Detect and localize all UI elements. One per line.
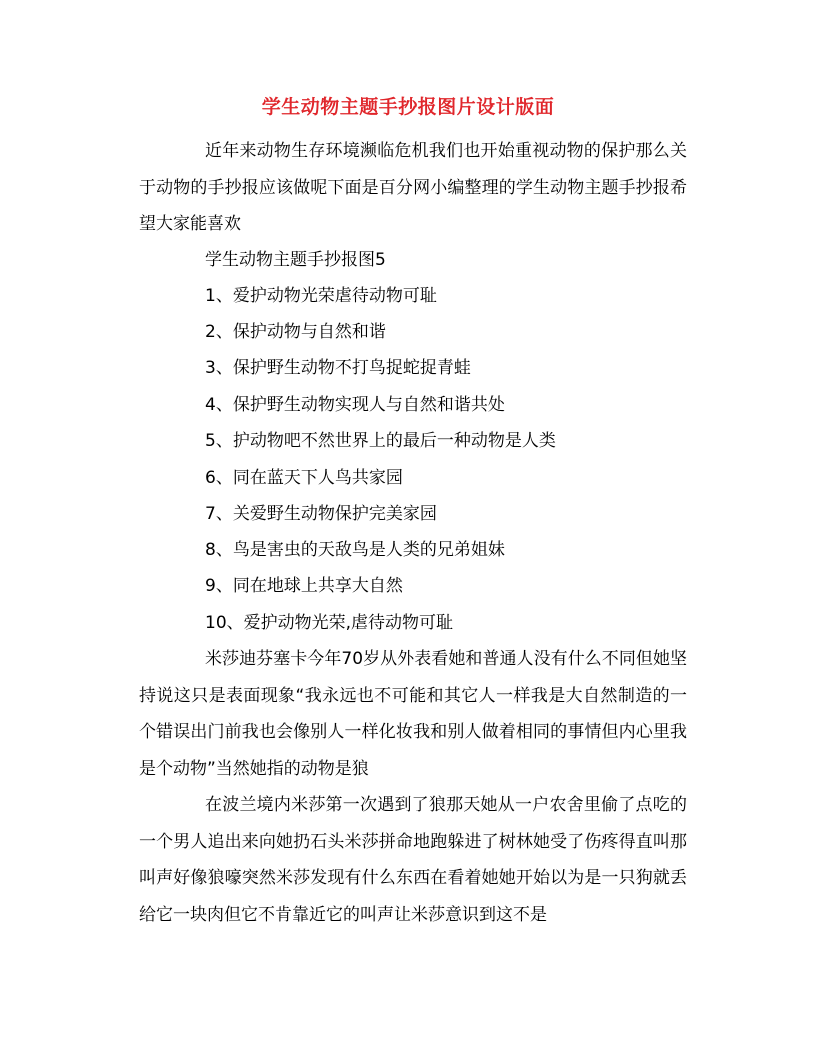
slogan-item-5: 5、护动物吧不然世界上的最后一种动物是人类 (205, 431, 556, 451)
slogan-item-3: 3、保护野生动物不打鸟捉蛇捉青蛙 (205, 358, 471, 378)
body-paragraph-2: 在波兰境内米莎第一次遇到了狼那天她从一户农舍里偷了点吃的一个男人追出来向她扔石头米莎拼命地跑躲进了树林她受了伤疼得直叫那叫声好像狼嚎突然米莎发现有什么东西在看着她她开始以为是一只狗就丢给它一块肉但它不肯靠近它的叫声让米莎意识到这不是 (139, 795, 687, 925)
slogan-item-9: 9、同在地球上共享大自然 (205, 576, 403, 596)
slogan-item-6: 6、同在蓝天下人鸟共家园 (205, 468, 403, 488)
slogan-item-2: 2、保护动物与自然和谐 (205, 322, 386, 342)
slogan-item-7: 7、关爱野生动物保护完美家园 (205, 504, 437, 524)
slogan-item-8: 8、鸟是害虫的天敌鸟是人类的兄弟姐妹 (205, 540, 505, 560)
figure-caption: 学生动物主题手抄报图5 (205, 250, 386, 270)
slogan-item-10: 10、爱护动物光荣,虐待动物可耻 (205, 613, 454, 633)
document-title: 学生动物主题手抄报图片设计版面 (261, 96, 555, 118)
body-paragraph-1: 米莎迪芬塞卡今年70岁从外表看她和普通人没有什么不同但她坚持说这只是表面现象“我永远也不可能和其它人一样我是大自然制造的一个错误出门前我也会像别人一样化妆我和别人做着相同的事情但内心里我是个动物”当然她指的动物是狼 (139, 649, 687, 779)
slogan-item-1: 1、爱护动物光荣虐待动物可耻 (205, 286, 437, 306)
slogan-item-4: 4、保护野生动物实现人与自然和谐共处 (205, 395, 505, 415)
intro-paragraph: 近年来动物生存环境濒临危机我们也开始重视动物的保护那么关于动物的手抄报应该做呢下面是百分网小编整理的学生动物主题手抄报希望大家能喜欢 (139, 141, 687, 234)
